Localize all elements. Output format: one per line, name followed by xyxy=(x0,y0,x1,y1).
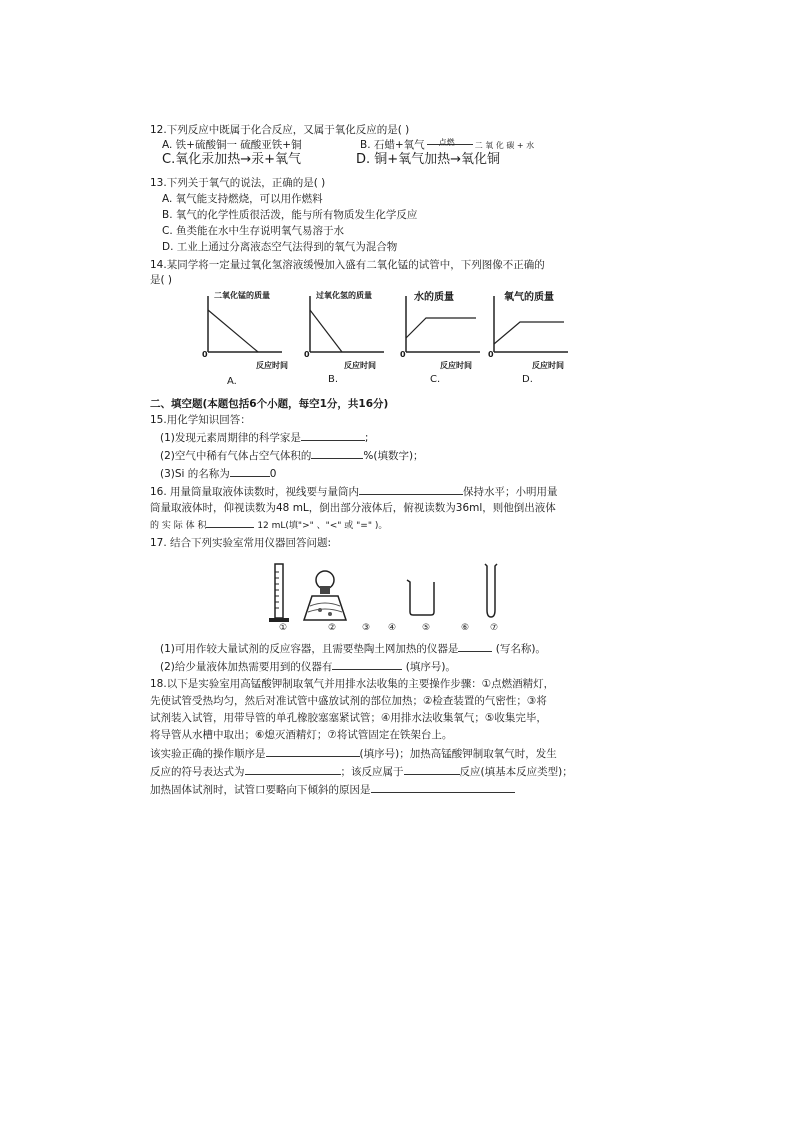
q15-part1: (1)发现元素周期律的科学家是 ; xyxy=(160,432,369,444)
graph-d xyxy=(486,290,576,370)
q17-part2: (2)给少量液体加热需要用到的仪器有 (填序号)。 xyxy=(160,661,456,673)
graph-d-option: D. xyxy=(522,374,533,385)
q13-option-c: C. 鱼类能在水中生存说明氧气易溶于水 xyxy=(162,225,345,237)
graph-a-plot xyxy=(200,290,290,370)
q13-stem: 13.下列关于氧气的说法，正确的是( ) xyxy=(150,177,326,189)
q15-blank3[interactable] xyxy=(230,466,270,477)
graph-b-ylabel: 过氧化氢的质量 xyxy=(316,291,372,300)
graph-c xyxy=(398,290,488,370)
q18-line1: 18.以下是实验室用高锰酸钾制取氧气并用排水法收集的主要操作步骤：①点燃酒精灯， xyxy=(150,678,555,690)
graph-d-ylabel: 氧气的质量 xyxy=(504,292,554,303)
graph-b-plot xyxy=(302,290,392,370)
q18-line7: 加热固体试剂时，试管口要略向下倾斜的原因是 xyxy=(150,782,515,797)
instrument-label-4: ④ xyxy=(388,623,397,633)
graduated-cylinder-image xyxy=(266,562,292,628)
q12-option-b: B. 石蜡+氧气 点燃 二 氧 化 碳 + 水 xyxy=(360,138,535,151)
q18-line4: 将导管从水槽中取出；⑥熄灭酒精灯；⑦将试管固定在铁架台上。 xyxy=(150,729,453,741)
q18-blank2[interactable] xyxy=(245,764,341,775)
graph-d-curve xyxy=(494,322,564,344)
q12-option-d: D. 铜+氧气加热→氧化铜 xyxy=(356,152,501,167)
q18-line5: 该实验正确的操作顺序是 (填序号)；加热高锰酸钾制取氧气时，发生 xyxy=(150,748,557,760)
q14-stem-line2: 是( ) xyxy=(150,274,173,286)
q17-part1: (1)可用作较大量试剂的反应容器，且需要垫陶土网加热的仪器是 (写名称)。 xyxy=(160,643,546,655)
q13-option-d: D. 工业上通过分离液态空气法得到的氧气为混合物 xyxy=(162,241,398,253)
instrument-label-2: ② xyxy=(328,623,337,633)
instrument-label-7: ⑦ xyxy=(490,623,499,633)
q15-stem: 15.用化学知识回答： xyxy=(150,414,251,426)
q16-line3: 的 实 际 体 积 12 mL(填">" 、"<" 或 "=" )。 xyxy=(150,517,387,533)
q12-option-a: A. 铁+硫酸铜一 硫酸亚铁+铜 xyxy=(162,139,302,151)
graph-b-curve xyxy=(310,310,342,352)
graph-c-xlabel: 反应时间 xyxy=(440,361,472,370)
q18-blank4[interactable] xyxy=(371,782,515,793)
q12-option-c: C.氧化汞加热→汞+氧气 xyxy=(162,152,301,167)
graph-d-xlabel: 反应时间 xyxy=(532,361,564,370)
q14-stem-line1: 14.某同学将一定量过氧化氢溶液缓慢加入盛有二氧化锰的试管中，下列图像不正确的 xyxy=(150,259,545,271)
q16-blank2[interactable] xyxy=(206,517,254,528)
q13-option-b: B. 氧气的化学性质很活泼，能与所有物质发生化学反应 xyxy=(162,209,418,221)
graph-a-origin: 0 xyxy=(202,350,208,359)
graph-c-ylabel: 水的质量 xyxy=(414,292,454,303)
instrument-label-5: ⑤ xyxy=(422,623,431,633)
alcohol-lamp-image xyxy=(298,566,352,630)
beaker-image xyxy=(404,578,440,622)
instrument-label-3: ③ xyxy=(362,623,371,633)
q15-blank1[interactable] xyxy=(301,430,365,441)
q12-stem: 12.下列反应中既属于化合反应，又属于氧化反应的是( ) xyxy=(150,124,410,136)
graph-b xyxy=(302,290,392,370)
q18-line2: 先使试管受热均匀，然后对准试管中盛放试剂的部位加热；②检查装置的气密性；③将 xyxy=(150,695,547,707)
instrument-label-6: ⑥ xyxy=(461,623,470,633)
section-2-title: 二、填空题(本题包括6个小题，每空1分，共16分) xyxy=(150,398,389,410)
graph-b-option: B. xyxy=(328,374,339,385)
instrument-label-1: ① xyxy=(279,623,288,633)
graph-d-origin: 0 xyxy=(488,350,494,359)
q18-blank3[interactable] xyxy=(404,764,460,775)
q18-line6: 反应的符号表达式为 ；该反应属于 反应(填基本反应类型)； xyxy=(150,766,573,778)
graph-c-curve xyxy=(406,318,476,338)
graph-a-curve xyxy=(208,310,258,352)
test-tube-image xyxy=(483,562,499,624)
graph-a xyxy=(200,290,290,370)
q15-part2: (2)空气中稀有气体占空气体积的 %(填数字)； xyxy=(160,450,424,462)
graph-a-xlabel: 反应时间 xyxy=(256,361,288,370)
q17-blank1[interactable] xyxy=(458,641,492,652)
q18-blank1[interactable] xyxy=(266,746,360,757)
q15-part3: (3)Si 的名称为 0 xyxy=(160,468,277,480)
q15-blank2[interactable] xyxy=(311,448,363,459)
graph-a-ylabel: 二氧化锰的质量 xyxy=(214,291,270,300)
q17-blank2[interactable] xyxy=(332,659,402,670)
graph-b-xlabel: 反应时间 xyxy=(344,361,376,370)
q16-line1: 16. 用量筒量取液体读数时，视线要与量筒内 保持水平；小明用量 xyxy=(150,486,558,498)
q18-line3: 试剂装入试管，用带导管的单孔橡胶塞塞紧试管；④用排水法收集氧气；⑤收集完毕， xyxy=(150,712,547,724)
graph-a-option: A. xyxy=(227,376,237,387)
graph-c-origin: 0 xyxy=(400,350,406,359)
q17-stem: 17. 结合下列实验室常用仪器回答问题: xyxy=(150,537,332,549)
q13-option-a: A. 氧气能支持燃烧，可以用作燃料 xyxy=(162,193,323,205)
q16-line2: 筒量取液体时，仰视读数为48 mL，倒出部分液体后，俯视读数为36ml，则他倒出液体 xyxy=(150,502,556,514)
graph-b-origin: 0 xyxy=(304,350,310,359)
q16-blank1[interactable] xyxy=(359,484,463,495)
graph-c-option: C. xyxy=(430,374,441,385)
